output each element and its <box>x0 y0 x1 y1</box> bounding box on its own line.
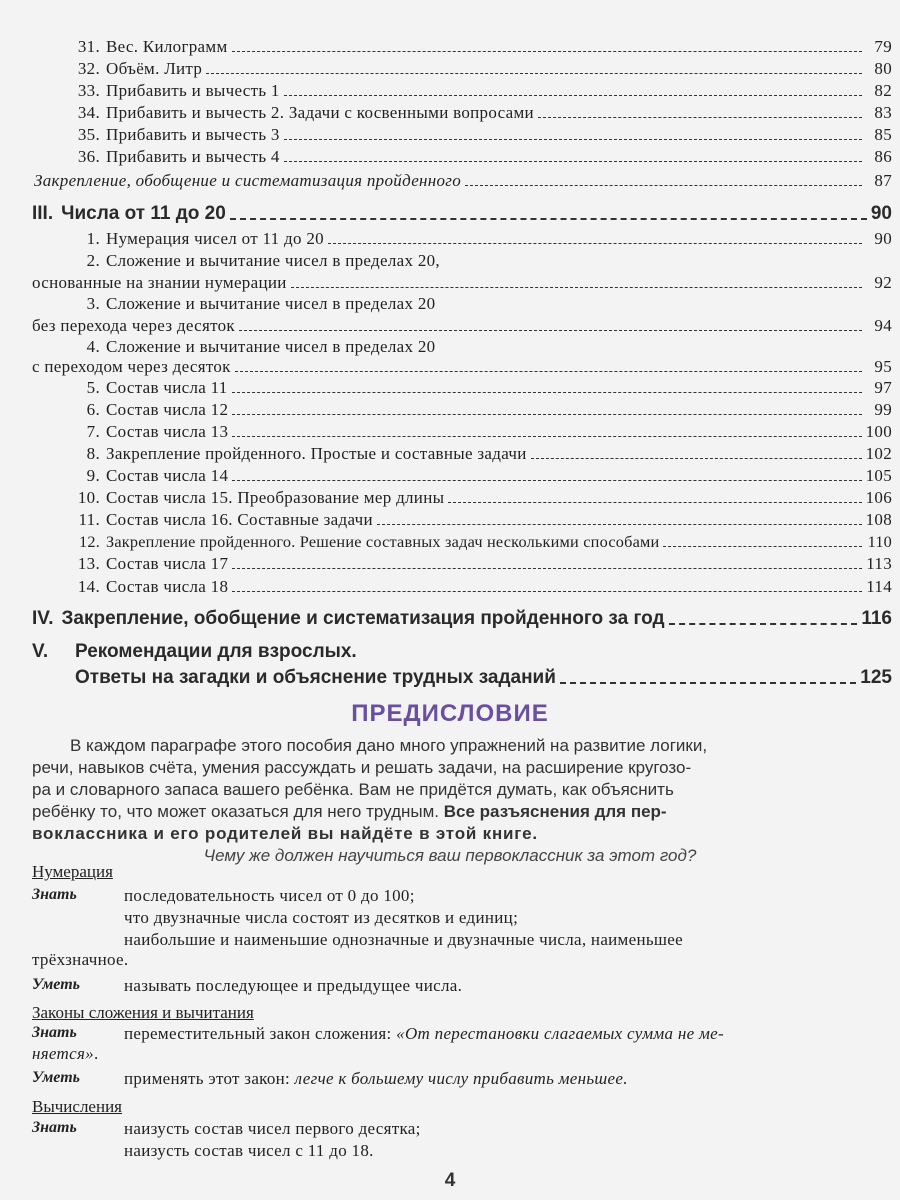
toc-page: 125 <box>860 667 892 688</box>
topic-laws: Законы сложения и вычитания <box>32 1003 254 1022</box>
toc-page: 105 <box>865 466 892 485</box>
toc-page: 97 <box>874 378 892 397</box>
toc-row[interactable] <box>0 532 892 552</box>
toc-title: Состав числа 15. Преобразование мер длины <box>106 488 445 507</box>
toc-title-line1: Сложение и вычитание чисел в пределах 20 <box>106 294 436 313</box>
toc-title: Прибавить и вычесть 3 <box>106 125 280 144</box>
preface-line: ра и словарного запаса вашего ребёнка. Вам не придётся думать, как объяснить <box>32 780 674 799</box>
toc-title: Состав числа 11 <box>106 378 228 397</box>
leader-dots <box>232 392 862 393</box>
requirement-text: что двузначные числа состоят из десятков и единиц; <box>124 908 519 927</box>
preface-line: В каждом параграфе этого пособия дано много упражнений на развитие логики, <box>70 736 708 755</box>
toc-title-line1: Сложение и вычитание чисел в пределах 20 <box>106 337 436 356</box>
leader-dots <box>669 623 858 625</box>
toc-num: 35. <box>77 125 100 144</box>
toc-page: 95 <box>874 357 892 376</box>
topic-numeration: Нумерация <box>32 862 113 881</box>
leader-dots <box>232 480 861 481</box>
toc-page: 92 <box>874 273 892 292</box>
section-title: Ответы на загадки и объяснение трудных заданий <box>75 667 556 688</box>
toc-num: 36. <box>77 147 100 166</box>
preface-line: речи, навыков счёта, умения рассуждать и решать задачи, на расширение кругозо- <box>32 758 692 777</box>
toc-page: 106 <box>865 488 892 507</box>
toc-title-line2: без перехода через десяток <box>32 316 235 335</box>
toc-page: 83 <box>874 103 892 122</box>
toc-row[interactable] <box>0 357 892 377</box>
requirement-italic: «От перестановки слагаемых сумма не ме- <box>396 1024 724 1043</box>
preface-line <box>32 801 890 823</box>
toc-num: 14. <box>77 577 100 596</box>
toc-num: 34. <box>77 103 100 122</box>
leader-dots <box>206 73 862 74</box>
toc-title-line2: основанные на знании нумерации <box>32 273 287 292</box>
leader-dots <box>232 591 862 592</box>
toc-page: 87 <box>874 171 892 190</box>
toc-num: 3. <box>86 294 100 313</box>
leader-dots <box>284 161 862 162</box>
toc-num: 12. <box>79 532 100 551</box>
toc-title: Прибавить и вычесть 2. Задачи с косвенными вопросами <box>106 103 534 122</box>
leader-dots <box>538 117 862 118</box>
requirement-text: наибольшие и наименьшие однозначные и двузначные числа, наименьшее <box>124 930 683 949</box>
toc-page: 94 <box>874 316 892 335</box>
requirement-plain: . <box>93 1044 99 1063</box>
page-number: 4 <box>444 1170 456 1191</box>
leader-dots <box>531 458 862 459</box>
toc-row[interactable] <box>0 81 892 101</box>
toc-title: Нумерация чисел от 11 до 20 <box>106 229 324 248</box>
toc-row[interactable] <box>0 103 892 123</box>
toc-title: Вес. Килограмм <box>106 37 228 56</box>
leader-dots <box>232 568 862 569</box>
toc-page: 100 <box>865 422 892 441</box>
toc-page: 116 <box>861 608 892 629</box>
requirement-text: называть последующее и предыдущее числа. <box>124 976 463 995</box>
leader-dots <box>291 287 862 288</box>
toc-row[interactable] <box>0 422 892 442</box>
leader-dots <box>560 682 856 684</box>
toc-title: Состав числа 12 <box>106 400 229 419</box>
toc-num: 13. <box>77 554 100 573</box>
toc-title: Состав числа 13 <box>106 422 229 441</box>
toc-num: 2. <box>86 251 100 270</box>
toc-page: 90 <box>870 203 892 224</box>
toc-title: Состав числа 17 <box>106 554 229 573</box>
toc-row[interactable] <box>0 125 892 145</box>
leader-dots <box>284 95 862 96</box>
leader-dots <box>232 436 861 437</box>
toc-title: Прибавить и вычесть 1 <box>106 81 280 100</box>
toc-num: 8. <box>86 444 100 463</box>
know-label: Знать <box>32 886 77 903</box>
leader-dots <box>328 243 862 244</box>
toc-section-3[interactable] <box>0 202 892 226</box>
requirement-plain: применять этот закон: <box>124 1069 291 1088</box>
toc-num: 32. <box>77 59 100 78</box>
toc-page: 90 <box>874 229 892 248</box>
toc-row[interactable] <box>0 444 892 464</box>
toc-num: 33. <box>77 81 100 100</box>
requirement-italic: няется» <box>32 1044 94 1063</box>
section-title: Числа от 11 до 20 <box>61 203 226 224</box>
toc-page: 113 <box>866 554 892 573</box>
toc-title: Закрепление пройденного. Решение составных задач несколькими способами <box>106 532 660 551</box>
section-roman: III. <box>32 203 54 224</box>
toc-num: 7. <box>86 422 100 441</box>
preface-bold-line: воклассника и его родителей вы найдёте в этой книге. <box>32 824 538 843</box>
toc-num: 5. <box>86 378 100 397</box>
leader-dots <box>663 546 862 547</box>
toc-page: 80 <box>874 59 892 78</box>
requirement-text: последовательность чисел от 0 до 100; <box>124 886 415 905</box>
toc-row[interactable] <box>0 466 892 486</box>
toc-row-review[interactable] <box>0 171 892 191</box>
toc-num: 10. <box>77 488 100 507</box>
toc-page: 110 <box>867 532 892 551</box>
section-title: Рекомендации для взрослых. <box>75 641 357 662</box>
preface-question: Чему же должен научиться ваш первоклассник за этот год? <box>203 846 697 865</box>
toc-row[interactable] <box>0 37 892 57</box>
toc-section-4[interactable] <box>0 607 892 631</box>
requirement-text <box>124 1024 724 1044</box>
can-label: Уметь <box>32 976 80 993</box>
leader-dots <box>448 502 861 503</box>
toc-num: 6. <box>86 400 100 419</box>
leader-dots <box>232 414 862 415</box>
toc-row[interactable] <box>0 554 892 574</box>
toc-row[interactable] <box>0 400 892 420</box>
toc-row[interactable] <box>0 229 892 249</box>
toc-row[interactable] <box>0 273 892 293</box>
toc-row[interactable] <box>0 378 892 398</box>
toc-page: 86 <box>874 147 892 166</box>
toc-row[interactable] <box>0 147 892 167</box>
toc-title-line1: Сложение и вычитание чисел в пределах 20, <box>106 251 440 270</box>
toc-section-5-line1[interactable] <box>0 640 357 664</box>
toc-title: Закрепление, обобщение и систематизация пройденного <box>34 171 462 190</box>
section-title: Закрепление, обобщение и систематизация пройденного за год <box>61 608 665 629</box>
section-roman: V. <box>32 641 49 662</box>
preface-heading: ПРЕДИСЛОВИЕ <box>351 700 549 727</box>
toc-page: 85 <box>874 125 892 144</box>
toc-title: Состав числа 14 <box>106 466 229 485</box>
toc-row[interactable] <box>0 510 892 530</box>
preface-bold-text: Все разъяснения для пер- <box>443 802 667 821</box>
leader-dots <box>230 218 867 220</box>
requirement-text: наизусть состав чисел с 11 до 18. <box>124 1141 374 1160</box>
toc-num: 9. <box>86 466 100 485</box>
toc-page: 99 <box>874 400 892 419</box>
toc-title: Состав числа 16. Составные задачи <box>106 510 373 529</box>
can-label: Уметь <box>32 1069 80 1086</box>
requirement-text: трёхзначное. <box>32 950 129 969</box>
toc-section-5-line2[interactable] <box>0 666 892 690</box>
toc-num: 4. <box>86 337 100 356</box>
leader-dots <box>465 185 862 186</box>
requirement-text <box>124 1069 628 1089</box>
preface-text: ребёнку то, что может оказаться для него трудным. <box>32 802 440 821</box>
toc-title: Закрепление пройденного. Простые и составные задачи <box>106 444 527 463</box>
toc-title-line2: с переходом через десяток <box>32 357 231 376</box>
leader-dots <box>284 139 862 140</box>
leader-dots <box>377 524 862 525</box>
toc-page: 79 <box>874 37 892 56</box>
know-label: Знать <box>32 1024 77 1041</box>
toc-num: 1. <box>86 229 100 248</box>
toc-title: Состав числа 18 <box>106 577 229 596</box>
toc-num: 11. <box>78 510 100 529</box>
toc-title: Объём. Литр <box>106 59 203 78</box>
requirement-text: наизусть состав чисел первого десятка; <box>124 1119 421 1138</box>
requirement-plain: переместительный закон сложения: <box>124 1024 392 1043</box>
know-label: Знать <box>32 1119 77 1136</box>
toc-page: 114 <box>866 577 892 596</box>
toc-page: 108 <box>865 510 892 529</box>
leader-dots <box>235 371 862 372</box>
toc-row[interactable] <box>0 316 892 336</box>
leader-dots <box>232 51 862 52</box>
topic-calculations: Вычисления <box>32 1097 122 1116</box>
toc-row[interactable] <box>0 577 892 597</box>
toc-row[interactable] <box>0 59 892 79</box>
requirement-italic: легче к большему числу прибавить меньшее. <box>294 1069 628 1088</box>
toc-page: 102 <box>865 444 892 463</box>
leader-dots <box>239 330 862 331</box>
section-roman: IV. <box>32 608 54 629</box>
toc-page: 82 <box>874 81 892 100</box>
toc-row[interactable] <box>0 488 892 508</box>
requirement-text <box>32 1044 99 1064</box>
toc-num: 31. <box>77 37 100 56</box>
toc-title: Прибавить и вычесть 4 <box>106 147 280 166</box>
